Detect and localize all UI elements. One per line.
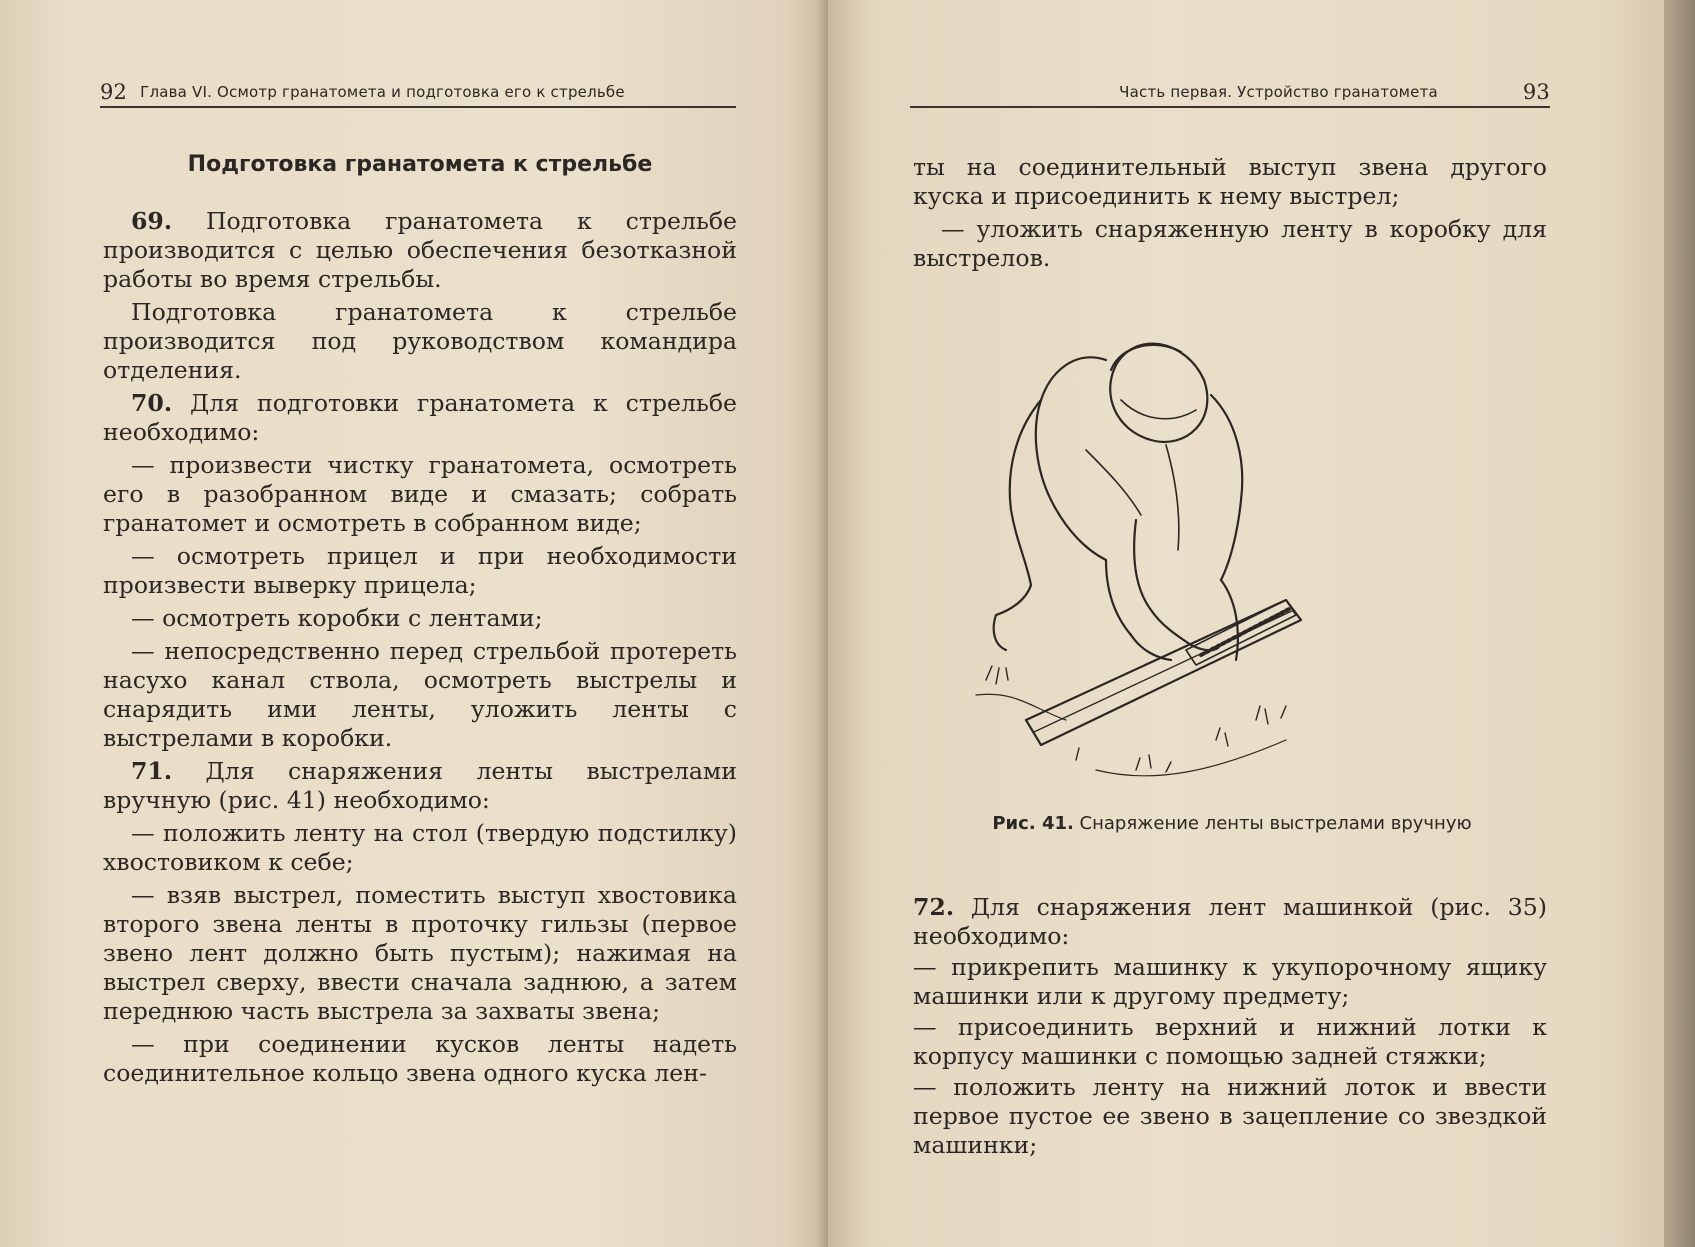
list-item: — присоединить верхний и нижний лотки к корпусу машинки с помощью задней стяжки; (913, 1013, 1547, 1070)
figure-label: Рис. 41. (992, 813, 1074, 834)
paragraph: ты на соединительный выступ звена другого куска и присоединить к нему выстрел; (913, 153, 1547, 210)
list-item: — произвести чистку гранатомета, осмотреть его в разобранном виде и смазать; собрать гранатомет и осмотреть в собранном виде; (103, 451, 737, 537)
left-page (0, 0, 828, 1247)
section-title: Подготовка гранатомета к стрельбе (187, 152, 653, 177)
right-running-header (910, 80, 1550, 108)
list-item: — непосредственно перед стрельбой протереть насухо канал ствола, осмотреть выстрелы и снарядить ими ленты, уложить ленты с выстрелами в коробки. (103, 637, 737, 752)
right-page (828, 0, 1664, 1247)
list-item: — прикрепить машинку к укупорочному ящику машинки или к другому предмету; (913, 953, 1547, 1010)
book-edge (1664, 0, 1695, 1247)
left-page-number: 92 (100, 80, 128, 104)
paragraph: Подготовка гранатомета к стрельбе производится под руководством командира отделения. (103, 298, 737, 384)
list-item: — осмотреть коробки с лентами; (131, 604, 543, 632)
left-page-body (103, 150, 737, 1092)
paragraph-72: 72. Для снаряжения лент машинкой (рис. 35) необходимо: (913, 893, 1547, 950)
paragraph-71: 71. Для снаряжения ленты выстрелами вручную (рис. 41) необходимо: (103, 757, 737, 814)
list-item: — уложить снаряженную ленту в коробку для выстрелов. (913, 215, 1547, 272)
right-page-body-bottom (913, 893, 1547, 1162)
list-item: — положить ленту на стол (твердую подстилку) хвостовиком к себе; (103, 819, 737, 876)
paragraph-70: 70. Для подготовки гранатомета к стрельбе необходимо: (103, 389, 737, 446)
list-item: — при соединении кусков ленты надеть соединительное кольцо звена одного куска лен- (103, 1030, 737, 1087)
list-item: — взяв выстрел, поместить выступ хвостовика второго звена ленты в проточку гильзы (первое звено лент должно быть пустым); нажимая на выстрел сверху, ввести сначала заднюю, а затем переднюю часть выстрела за захваты звена; (103, 881, 737, 1025)
soldier-loading-belt-icon (956, 300, 1356, 800)
left-running-header (100, 80, 736, 108)
right-page-body-top (913, 153, 1547, 277)
paragraph-69: 69. Подготовка гранатомета к стрельбе производится с целью обеспечения безотказной работы во время стрельбы. (103, 207, 737, 293)
list-item: — положить ленту на нижний лоток и ввести первое пустое ее звено в зацепление со звездкой машинки; (913, 1073, 1547, 1159)
figure-caption: Рис. 41. Снаряжение ленты выстрелами вручную (992, 813, 1472, 834)
list-item: — осмотреть прицел и при необходимости произвести выверку прицела; (103, 542, 737, 599)
right-header-text: Часть первая. Устройство гранатомета (1119, 83, 1438, 101)
left-header-text: Глава VI. Осмотр гранатомета и подготовка его к стрельбе (140, 83, 625, 101)
right-page-number: 93 (1522, 80, 1550, 104)
